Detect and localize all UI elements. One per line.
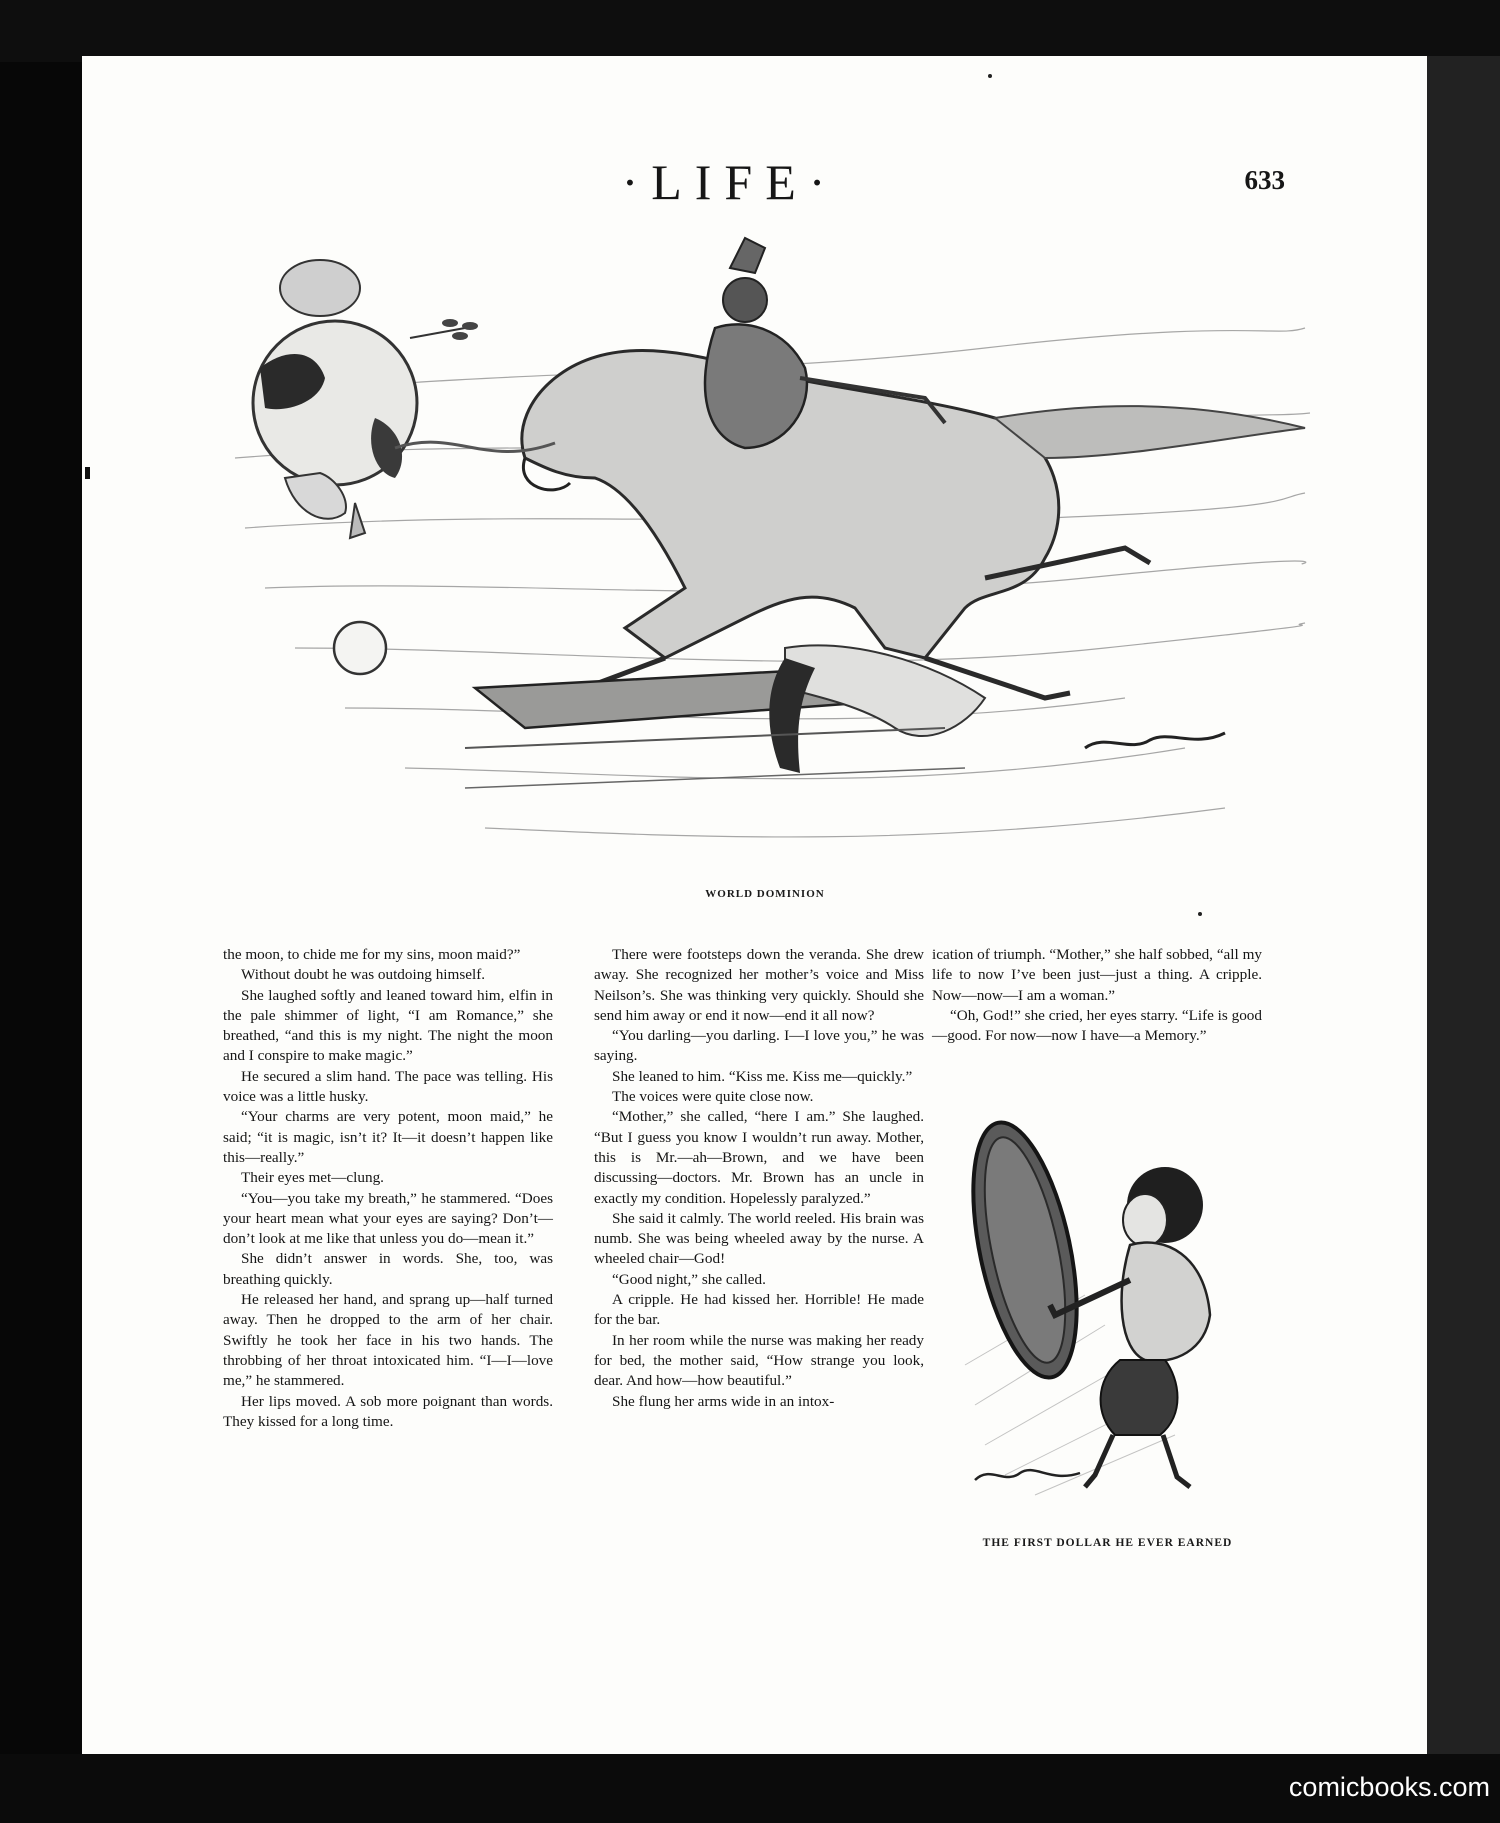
first-dollar-caption: THE FIRST DOLLAR HE EVER EARNED [982,1537,1233,1549]
paragraph: He released her hand, and sprang up—half turned away. Then he dropped to the arm of her chair. Swiftly he took her face in his two hands. The throbbing of her throat intoxicated him. “I—I—love me,” he stammered. [223,1291,553,1390]
print-speck [1198,912,1202,916]
page-number: 633 [1244,165,1285,195]
paragraph: She laughed softly and leaned toward him, elfin in the pale shimmer of light, “I am Romance,” she breathed, “and this is my night. The night the moon and I conspire to make magic.” [223,986,553,1065]
paragraph: “Your charms are very potent, moon maid,” he said; “it is magic, isn’t it? It—it doesn’t happen like this—really.” [223,1108,553,1166]
scan-top-border [0,0,1500,62]
paragraph: the moon, to chide me for my sins, moon maid?” [223,946,521,963]
paragraph: Their eyes met—clung. [241,1169,384,1187]
world-dominion-caption: WORLD DOMINION [705,888,825,900]
text-column-3 [932,945,1262,1046]
paragraph: “Good night,” she called. [612,1270,766,1288]
paragraph: She flung her arms wide in an intox- [612,1392,835,1410]
world-dominion-illustration [225,228,1315,868]
paragraph: She said it calmly. The world reeled. His brain was numb. She was being wheeled away by the nurse. A wheeled chair—God! [594,1209,924,1268]
masthead-title: ·LIFE· [621,154,839,210]
site-watermark: comicbooks.com [1288,1772,1490,1802]
paragraph: She didn’t answer in words. She, too, was breathing quickly. [223,1250,553,1288]
paragraph: Her lips moved. A sob more poignant than words. They kissed for a long time. [223,1392,553,1430]
paragraph: “You darling—you darling. I—I love you,” he was saying. [594,1027,924,1065]
text-column-1 [223,945,553,1432]
margin-mark [85,467,90,479]
paragraph: There were footsteps down the veranda. She drew away. She recognized her mother’s voice and Miss Neilson’s. She was thinking very quickly. Should she send him away or end it now—end it all now? [594,946,924,1024]
scan-right-border [1427,56,1500,1823]
binding-spine [0,0,82,1823]
paragraph: In her room while the nurse was making her ready for bed, the mother said, “How strange you look, dear. And how—how beautiful.” [594,1331,924,1390]
print-speck [988,74,992,78]
paragraph: ication of triumph. “Mother,” she half sobbed, “all my life to now I’ve been just—just a thing. A cripple. Now—now—I am a woman.” [932,946,1262,1004]
paragraph: A cripple. He had kissed her. Horrible! He made for the bar. [594,1291,924,1329]
paragraph: She leaned to him. “Kiss me. Kiss me—quickly.” [612,1067,913,1085]
first-dollar-illustration [945,1115,1270,1525]
paragraph: “Mother,” she called, “here I am.” She laughed. “But I guess you know I wouldn’t run away. Mother, this is Mr.—ah—Brown, and we have been discussing—doctors. Mr. Brown has an uncle in exactly my condition. Hopelessly paralyzed.” [594,1108,924,1207]
text-column-2 [594,945,924,1412]
paragraph: He secured a slim hand. The pace was telling. His voice was a little husky. [223,1067,553,1106]
paragraph: The voices were quite close now. [612,1088,814,1106]
paragraph: Without doubt he was outdoing himself. [241,966,486,984]
paragraph: “You—you take my breath,” he stammered. “Does your heart mean what your eyes are saying? Don’t—don’t look at me like that unless you do—mean it.” [223,1189,553,1248]
paragraph: “Oh, God!” she cried, her eyes starry. “Life is good—good. For now—now I have—a Memory.” [932,1006,1262,1045]
